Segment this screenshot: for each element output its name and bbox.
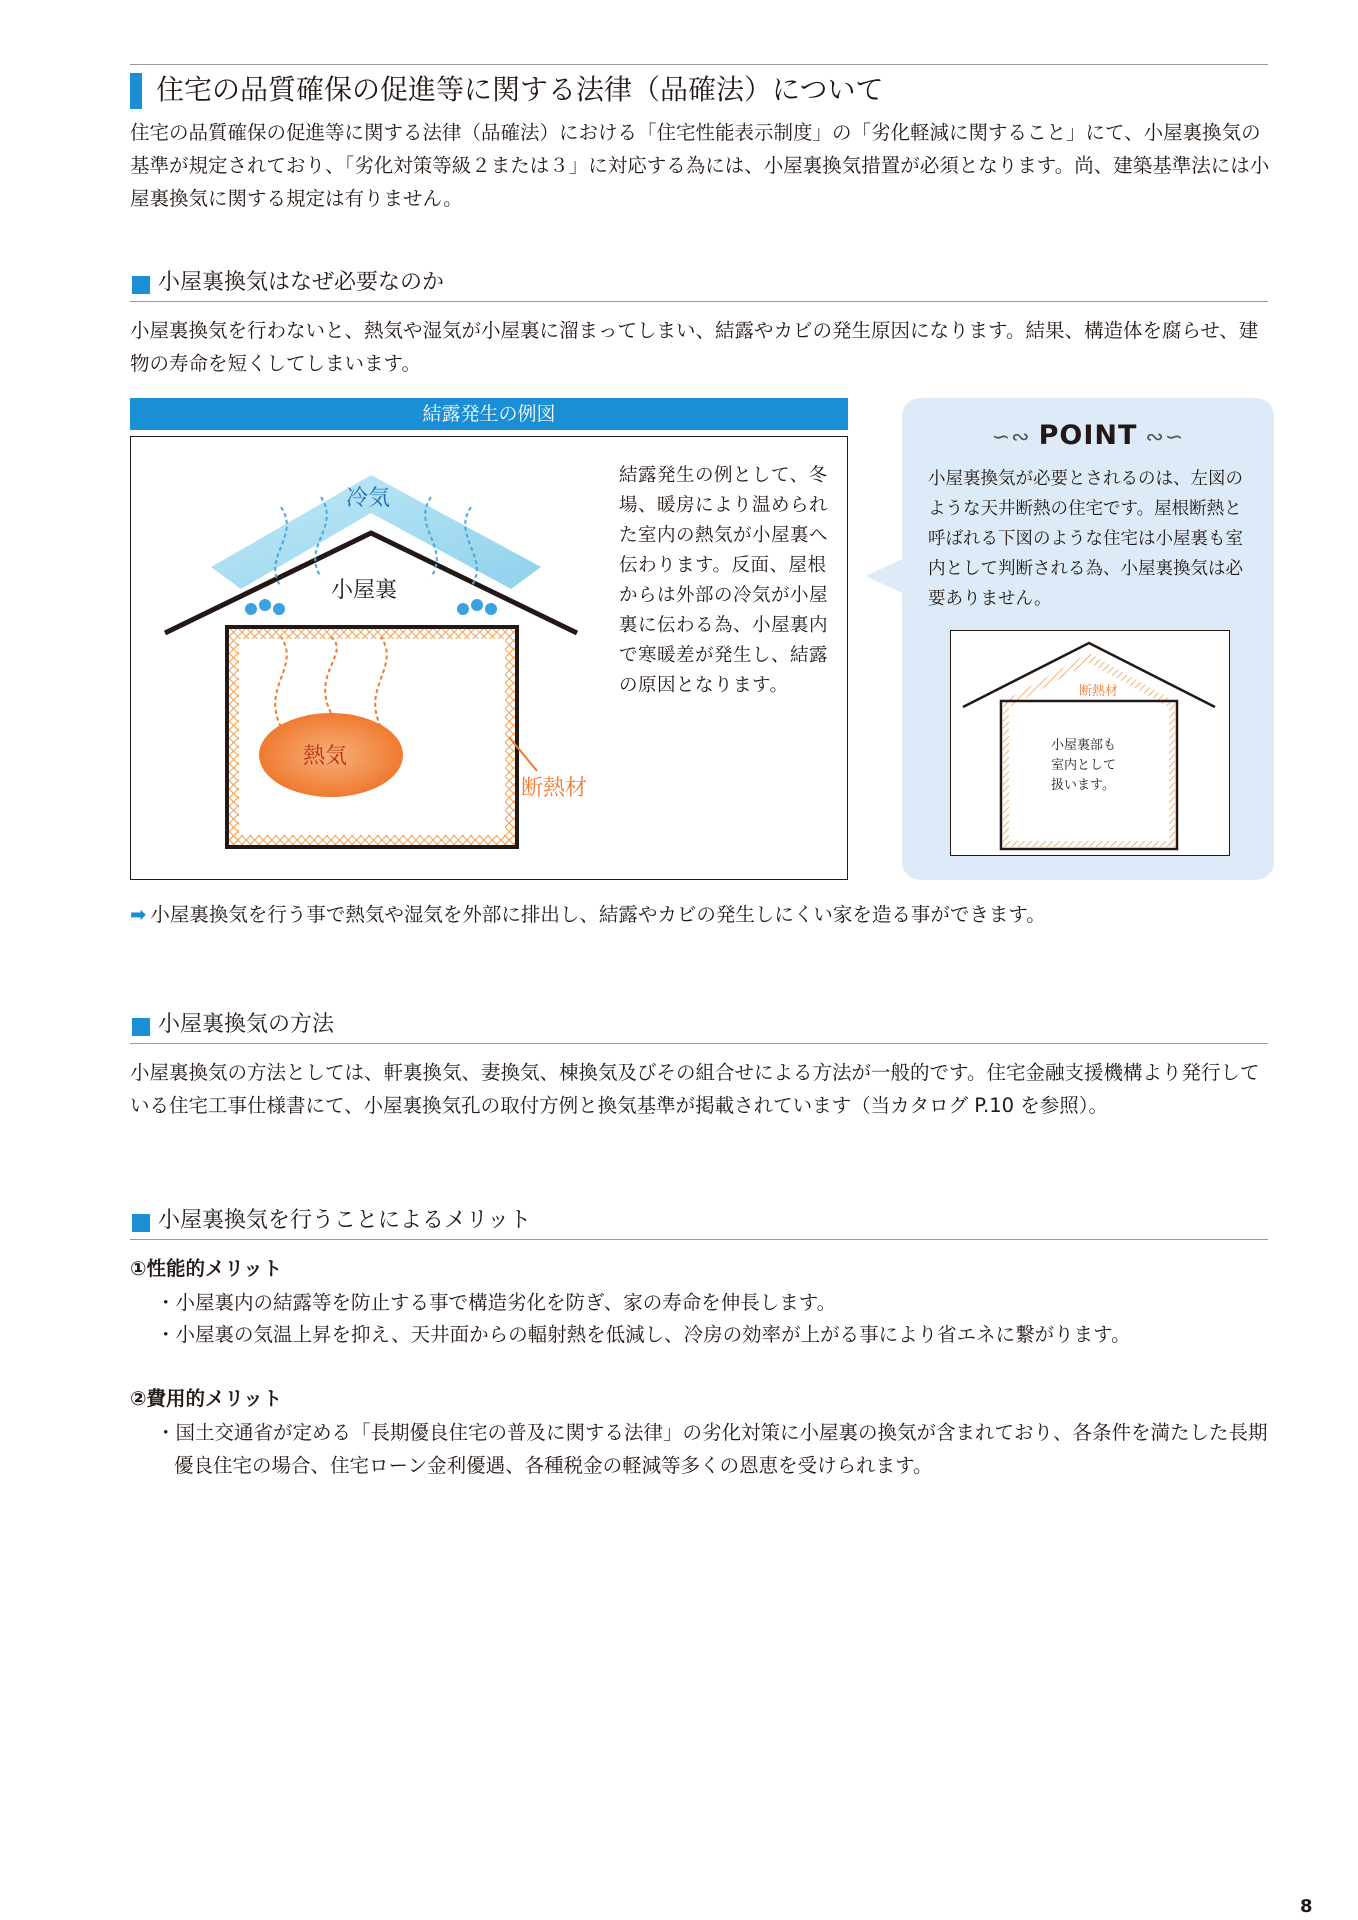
intro-paragraph: 住宅の品質確保の促進等に関する法律（品確法）における「住宅性能表示制度」の「劣化軽減に関すること」にて、小屋裏換気の基準が規定されており、「劣化対策等級２または３」に対応する為には、小屋裏換気措置が必須となります。尚、建築基準法には小屋裏換気に関する規定は有りません。 — [130, 121, 1270, 210]
condensation-figure — [130, 436, 848, 880]
merit1-bullet: ・小屋裏の気温上昇を抑え、天井面からの輻射熱を低減し、冷房の効率が上がる事により省エネに繋がります。 — [156, 1323, 1131, 1346]
roof-insulation-figure — [950, 630, 1230, 856]
section-heading-text: 小屋裏換気はなぜ必要なのか — [158, 270, 445, 295]
section-square-icon — [132, 1018, 150, 1036]
point-text: 小屋裏換気が必要とされるのは、左図のような天井断熱の住宅です。屋根断熱と呼ばれる下図のような住宅は小屋裏も室内として判断される為、小屋裏換気は必要ありません。 — [928, 469, 1243, 609]
merit2-bullet: ・国土交通省が定める「長期優良住宅の普及に関する法律」の劣化対策に小屋裏の換気が含まれており、各条件を満たした長期優良住宅の場合、住宅ローン金利優遇、各種税金の軽減等多くの恩恵を受けられます。 — [156, 1421, 1268, 1477]
section-method-paragraph: 小屋裏換気の方法としては、軒裏換気、妻換気、棟換気及びその組合せによる方法が一般的です。住宅金融支援機構より発行している住宅工事仕様書にて、小屋裏換気孔の取付方例と換気基準が掲載されています（当カタログ P.10 を参照）。 — [130, 1061, 1260, 1117]
section-square-icon — [132, 276, 150, 294]
figure-description: 結露発生の例として、冬場、暖房により温められた室内の熱気が小屋裏へ伝わります。反面、屋根からは外部の冷気が小屋裏に伝わる為、小屋裏内で寒暖差が発生し、結露の原因となります。 — [619, 465, 829, 696]
section-heading-why — [130, 268, 1268, 302]
label-heat: 熱気 — [303, 744, 348, 769]
section-square-icon — [132, 1214, 150, 1232]
section-why-paragraph: 小屋裏換気を行わないと、熱気や湿気が小屋裏に溜まってしまい、結露やカビの発生原因になります。結果、構造体を腐らせ、建物の寿命を短くしてしまいます。 — [130, 319, 1259, 375]
section-heading-text: 小屋裏換気を行うことによるメリット — [158, 1208, 532, 1233]
ornament-right-icon: ∾∽ — [1137, 425, 1185, 450]
merit1-bullet: ・小屋裏内の結露等を防止する事で構造劣化を防ぎ、家の寿命を伸長します。 — [156, 1291, 837, 1314]
figure-title: 結露発生の例図 — [130, 398, 848, 430]
label-insulation: 断熱材 — [521, 776, 588, 801]
page-title: 住宅の品質確保の促進等に関する法律（品確法）について — [156, 73, 884, 106]
section-heading-text: 小屋裏換気の方法 — [158, 1012, 335, 1037]
point-note-line3: 扱います。 — [1051, 778, 1115, 793]
conclusion-line — [130, 900, 1046, 930]
point-note-line1: 小屋裏部も — [1051, 738, 1117, 753]
page-number: 8 — [1300, 1896, 1313, 1917]
label-attic: 小屋裏 — [331, 578, 398, 603]
ornament-left-icon: ∽∾ — [991, 425, 1039, 450]
point-title: ∽∾ POINT ∾∽ — [991, 420, 1185, 451]
title-accent-bar — [130, 73, 142, 109]
roof-insulation-diagram — [951, 631, 1231, 857]
merit1-title: ①性能的メリット — [130, 1257, 283, 1280]
arrow-right-icon: ➡ — [130, 903, 147, 926]
point-callout-tail — [864, 556, 904, 596]
label-cold: 冷気 — [346, 486, 391, 511]
conclusion-text: 小屋裏換気を行う事で熱気や湿気を外部に排出し、結露やカビの発生しにくい家を造る事ができます。 — [150, 903, 1046, 926]
point-note-line2: 室内として — [1051, 758, 1117, 773]
page-title-block — [130, 64, 1268, 108]
section-heading-method — [130, 1010, 1268, 1044]
section-heading-merits — [130, 1206, 1268, 1240]
point-label-insulation: 断熱材 — [1079, 684, 1119, 699]
point-box — [902, 398, 1274, 880]
merit2-title: ②費用的メリット — [130, 1387, 283, 1410]
